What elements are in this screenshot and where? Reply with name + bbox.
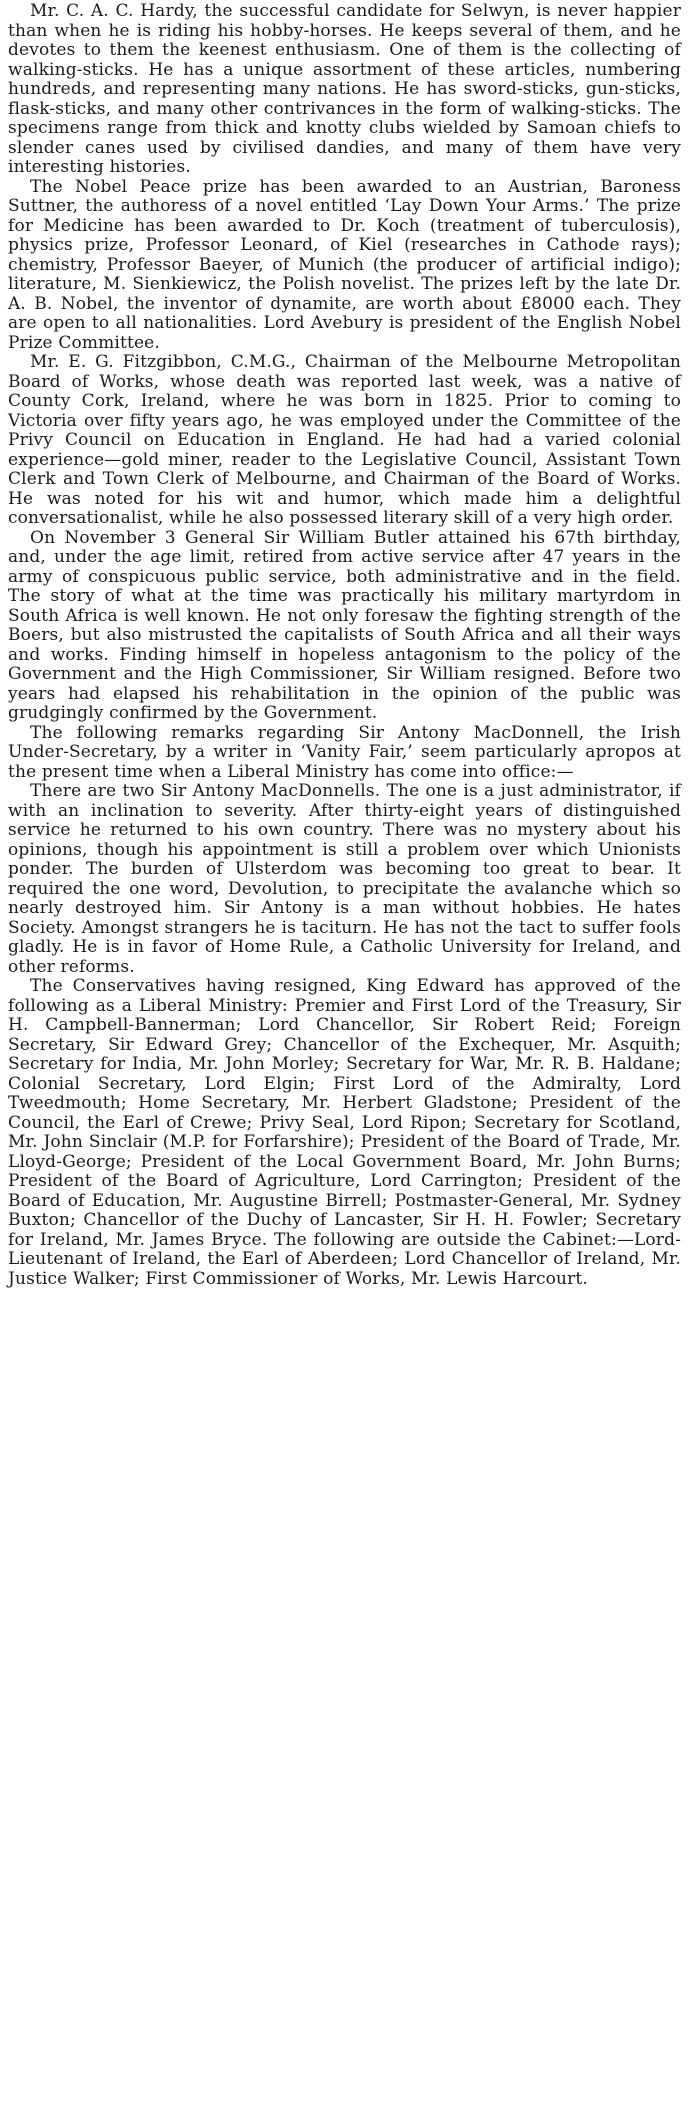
paragraph-general-butler: On November 3 General Sir William Butler attained his 67th birthday, and, under the age limit, retired from active service after 47 years in the army of conspicuous public service, both administrative and in the field. The story of what at the time was practically his military martyrdom in South Africa is well known. He not only foresaw the fighting strength of the Boers, but also mistrusted the capitalists of South Africa and all their ways and works. Finding himself in hopeless antagonism to the policy of the Government and the High Commissioner, Sir William resigned. Before two years had elapsed his rehabilitation in the opinion of the public was grudgingly confirmed by the Government. (8, 527, 681, 723)
paragraph-macdonnell-quote: There are two Sir Antony MacDonnells. The one is a just administrator, if with an inclination to severity. After thirty-eight years of distinguished service he returned to his own country. There was no mystery about his opinions, though his appointment is still a problem over which Unionists ponder. The burden of Ulsterdom was becoming too great to bear. It required the one word, Devolution, to precipitate the avalanche which so nearly destroyed him. Sir Antony is a man without hobbies. He hates Society. Amongst strangers he is taciturn. He has not the tact to suffer fools gladly. He is in favor of Home Rule, a Catholic University for Ireland, and other reforms. (8, 781, 681, 977)
paragraph-macdonnell-intro: The following remarks regarding Sir Antony MacDonnell, the Irish Under-Secretary, by a writer in ‘Vanity Fair,’ seem particularly apropos at the present time when a Liberal Ministry has come into office:— (8, 722, 681, 782)
paragraph-hardy-walking-sticks: Mr. C. A. C. Hardy, the successful candidate for Selwyn, is never happier than when he is riding his hobby-horses. He keeps several of them, and he devotes to them the keenest enthusiasm. One of them is the collecting of walking-sticks. He has a unique assortment of these articles, numbering hundreds, and representing many nations. He has sword-sticks, gun-sticks, flask-sticks, and many other contrivances in the form of walking-sticks. The specimens range from thick and knotty clubs wielded by Samoan chiefs to slender canes used by civilised dandies, and many of them have very interesting histories. (8, 1, 681, 177)
paragraph-fitzgibbon-obituary: Mr. E. G. Fitzgibbon, C.M.G., Chairman of the Melbourne Metropolitan Board of Works, whose death was reported last week, was a native of County Cork, Ireland, where he was born in 1825. Prior to coming to Victoria over fifty years ago, he was employed under the Committee of the Privy Council on Education in England. He had had a varied colonial experience—gold miner, reader to the Legislative Council, Assistant Town Clerk and Town Clerk of Melbourne, and Chairman of the Board of Works. He was noted for his wit and humor, which made him a delightful conversationalist, while he also possessed literary skill of a very high order. (8, 352, 681, 528)
paragraph-liberal-ministry: The Conservatives having resigned, King Edward has approved of the following as a Liberal Ministry: Premier and First Lord of the Treasury, Sir H. Campbell-Bannerman; Lord Chancellor, Sir Robert Reid; Foreign Secretary, Sir Edward Grey; Chancellor of the Exchequer, Mr. Asquith; Secretary for India, Mr. John Morley; Secretary for War, Mr. R. B. Haldane; Colonial Secretary, Lord Elgin; First Lord of the Admiralty, Lord Tweedmouth; Home Secretary, Mr. Herbert Gladstone; President of the Council, the Earl of Crewe; Privy Seal, Lord Ripon; Secretary for Scotland, Mr. John Sinclair (M.P. for Forfarshire); President of the Board of Trade, Mr. Lloyd-George; President of the Local Government Board, Mr. John Burns; President of the Board of Agriculture, Lord Carrington; President of the Board of Education, Mr. Augustine Birrell; Postmaster-General, Mr. Sydney Buxton; Chancellor of the Duchy of Lancaster, Sir H. H. Fowler; Secretary for Ireland, Mr. James Bryce. The following are outside the Cabinet:—Lord-Lieutenant of Ireland, the Earl of Aberdeen; Lord Chancellor of Ireland, Mr. Justice Walker; First Commissioner of Works, Mr. Lewis Harcourt. (8, 976, 681, 1289)
paragraph-nobel-prizes: The Nobel Peace prize has been awarded to an Austrian, Baroness Suttner, the authoress of a novel entitled ‘Lay Down Your Arms.’ The prize for Medicine has been awarded to Dr. Koch (treatment of tuberculosis), physics prize, Professor Leonard, of Kiel (researches in Cathode rays); chemistry, Professor Baeyer, of Munich (the producer of artificial indigo); literature, M. Sienkiewicz, the Polish novelist. The prizes left by the late Dr. A. B. Nobel, the inventor of dynamite, are worth about £8000 each. They are open to all nationalities. Lord Avebury is president of the English Nobel Prize Committee. (8, 176, 681, 353)
